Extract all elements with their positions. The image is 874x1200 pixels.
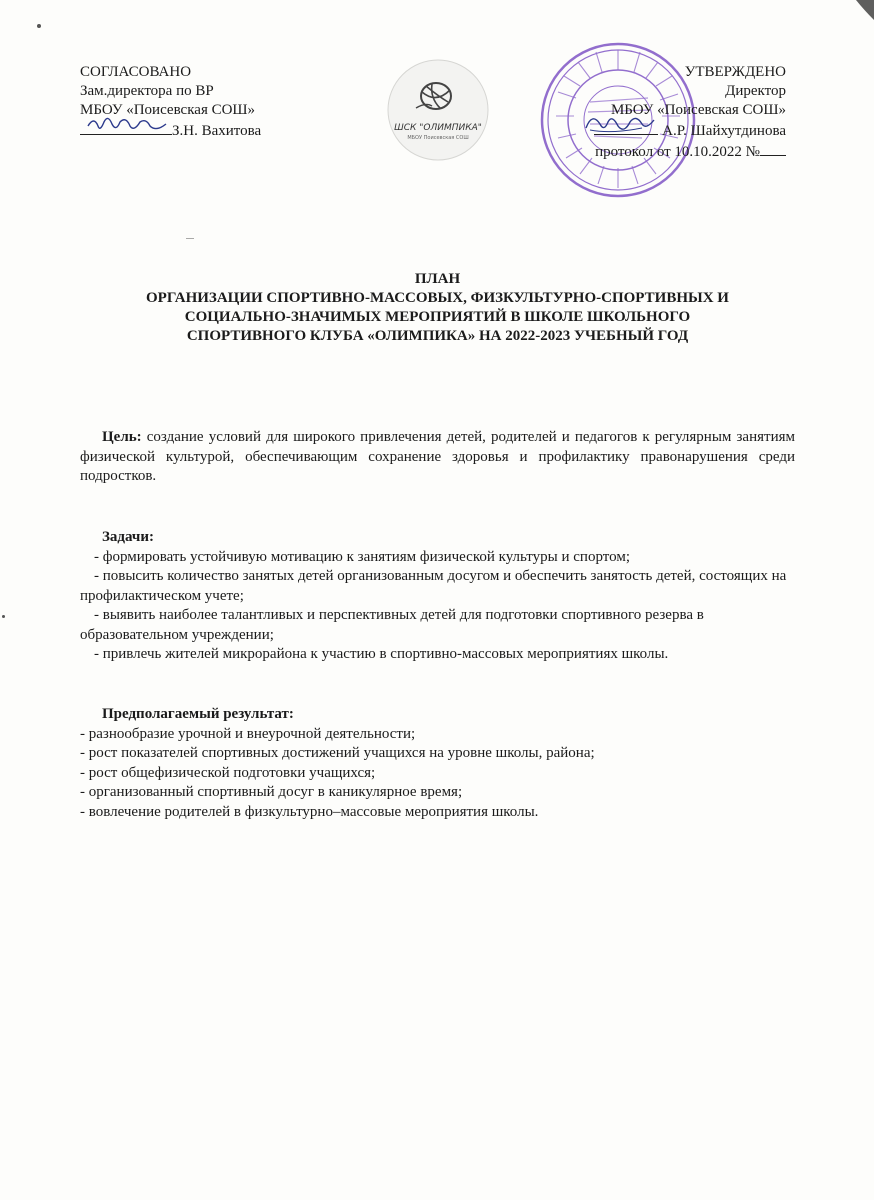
goal-text: создание условий для широкого привлечения детей, родителей и педагогов к регулярным занятиям физической культурой, обеспечивающим сохранение здоровья и профилактику правонарушения среди подростков.: [80, 429, 795, 484]
title-line: СОЦИАЛЬНО-ЗНАЧИМЫХ МЕРОПРИЯТИЙ В ШКОЛЕ ШКОЛЬНОГО: [184, 309, 691, 325]
scan-speck: [2, 615, 5, 618]
approval-organization: МБОУ «Поисевская СОШ»: [80, 102, 256, 118]
title-line: СПОРТИВНОГО КЛУБА «ОЛИМПИКА» НА 2022-2023 УЧЕБНЫЙ ГОД: [186, 328, 689, 344]
signature-icon: [582, 110, 656, 136]
page-corner-shadow: [834, 0, 874, 40]
results-heading: Предполагаемый результат:: [102, 706, 294, 722]
title-line: ОРГАНИЗАЦИИ СПОРТИВНО-МАССОВЫХ, ФИЗКУЛЬТУРНО-СПОРТИВНЫХ И: [146, 290, 729, 306]
list-item: - вовлечение родителей в физкультурно–массовые мероприятия школы.: [80, 803, 539, 820]
logo-name: ШСК "ОЛИМПИКА": [394, 123, 482, 133]
signature-icon: [86, 112, 168, 136]
approval-protocol: протокол от 10.10.2022 №: [595, 144, 760, 160]
approval-signer: З.Н. Вахитова: [172, 123, 262, 139]
approval-block-right: [506, 63, 786, 162]
approval-status: УТВЕРЖДЕНО: [684, 64, 786, 80]
title-line: ПЛАН: [414, 271, 461, 287]
scan-speck: [37, 24, 41, 28]
list-item: - повысить количество занятых детей организованным досугом и обеспечить занятость детей, состоящих на профилактическом учете;: [80, 568, 787, 604]
approval-signer: А.Р. Шайхутдинова: [662, 123, 786, 139]
goal-label: Цель:: [102, 429, 142, 445]
tasks-heading: Задачи:: [102, 529, 155, 545]
approval-status: СОГЛАСОВАНО: [80, 64, 192, 80]
tasks-section: [80, 528, 795, 665]
approval-organization: МБОУ «Поисевская СОШ»: [610, 102, 786, 118]
club-logo: [386, 58, 490, 162]
results-section: [80, 705, 795, 822]
logo-subtitle: МБОУ Поисевская СОШ: [407, 135, 469, 141]
scan-speck: [186, 238, 194, 239]
list-item: - организованный спортивный досуг в каникулярное время;: [80, 784, 463, 800]
signature-line: [80, 120, 172, 135]
signature-row: [506, 120, 786, 141]
document-title: [80, 270, 795, 346]
approval-block-left: [80, 63, 340, 141]
approval-position: Директор: [725, 83, 786, 99]
signature-row: [80, 120, 340, 141]
protocol-row: [506, 141, 786, 162]
list-item: - рост показателей спортивных достижений учащихся на уровне школы, района;: [80, 745, 595, 761]
approval-position: Зам.директора по ВР: [80, 83, 214, 99]
list-item: - привлечь жителей микрорайона к участию в спортивно-массовых мероприятиях школы.: [94, 646, 669, 662]
goal-paragraph: [80, 428, 795, 487]
list-item: - выявить наиболее талантливых и перспективных детей для подготовки спортивного резерва в образовательном учреждении;: [80, 607, 704, 643]
list-item: - формировать устойчивую мотивацию к занятиям физической культуры и спортом;: [94, 548, 630, 565]
list-item: - разнообразие урочной и внеурочной деятельности;: [80, 725, 416, 742]
protocol-number-line: [760, 141, 786, 156]
list-item: - рост общефизической подготовки учащихся;: [80, 764, 376, 781]
signature-line: [594, 120, 658, 135]
